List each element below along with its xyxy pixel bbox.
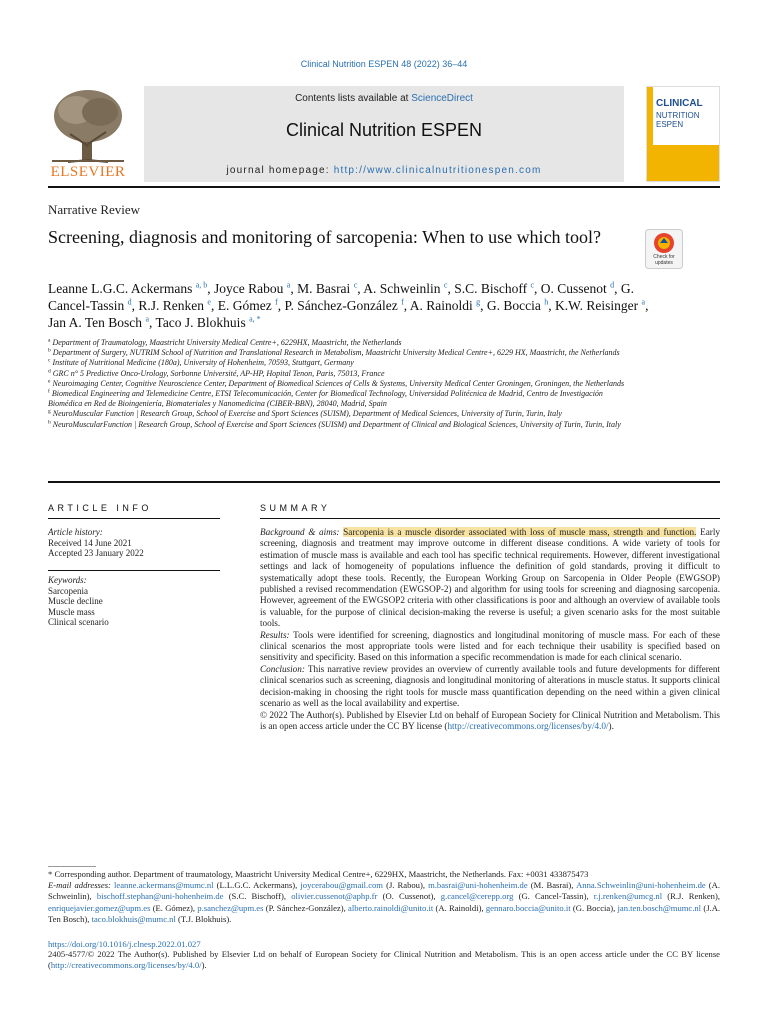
- email-owner: (S.C. Bischoff): [228, 891, 284, 902]
- author-separator: ,: [131, 298, 139, 313]
- affiliation-text: Institute of Nutritional Medicine (180a), University of Hohenheim, 70593, Stuttgart, Germany: [52, 358, 354, 368]
- email-owner: (O. Cussenot): [382, 891, 434, 902]
- history-rule: [48, 570, 220, 571]
- contents-prefix: Contents lists available at: [295, 93, 412, 104]
- footnote-rule: [48, 866, 96, 867]
- affiliation-text: Biomedical Engineering and Telemedicine Centre, ETSI Telecomunicación, Center for Biomedical Technology, Universidad Politécnica de Madrid, Centro de Investigación Biomédica en Red de Bioingeniería, Biomateriales y Nanomedicina (CIBER-BBN), 28040, Madrid, Spain: [48, 389, 603, 409]
- background-label: Background & aims:: [260, 527, 340, 537]
- summary-heading: SUMMARY: [260, 503, 331, 513]
- author-affiliation-marker[interactable]: c: [530, 280, 535, 290]
- affiliation: [48, 369, 638, 379]
- email-owner: (L.L.G.C. Ackermans): [216, 880, 296, 891]
- keyword: Sarcopenia: [48, 585, 88, 596]
- corresponding-footnote: [48, 869, 720, 925]
- email-link[interactable]: olivier.cussenot@aphp.fr: [291, 891, 378, 902]
- conclusion-label: Conclusion:: [260, 663, 305, 674]
- affiliation-text: NeuroMuscular Function | Research Group, School of Exercise and Sport Sciences (SUISM), Department of Medical Sciences, University of Turin, Turin, Italy: [52, 409, 562, 419]
- email-owner: (A. Schweinlin): [48, 880, 721, 902]
- affiliation-key: e: [48, 378, 51, 385]
- author-separator: ,: [277, 298, 285, 313]
- email-link[interactable]: leanne.ackermans@mumc.nl: [114, 880, 214, 891]
- author-affiliation-marker[interactable]: g: [476, 297, 481, 307]
- header-rule: [48, 186, 720, 188]
- author-separator: ,: [548, 298, 555, 313]
- email-owner: (J.A. Ten Bosch): [48, 902, 721, 924]
- affiliation-key: g: [48, 408, 51, 415]
- summary-license: [260, 710, 720, 733]
- author-affiliation-marker[interactable]: d: [610, 280, 615, 290]
- affiliation-text: GRC n° 5 Predictive Onco-Urology, Sorbonne Université, AP-HP, Hopital Tenon, Paris, 75013, France: [52, 368, 385, 378]
- email-owner: (J. Rabou): [386, 880, 423, 891]
- author-name[interactable]: Taco J. Blokhuis: [155, 315, 246, 330]
- author-separator: ,: [403, 298, 410, 313]
- author-separator: ,: [357, 281, 364, 296]
- front-matter-rule: [48, 481, 720, 483]
- affiliation: [48, 338, 638, 348]
- affiliation-list: [48, 338, 638, 430]
- sciencedirect-link[interactable]: ScienceDirect: [411, 93, 473, 104]
- author-affiliation-marker[interactable]: c: [353, 280, 358, 290]
- journal-banner: [144, 86, 624, 182]
- summary-results: [260, 630, 720, 664]
- copyright-notice: [48, 949, 720, 971]
- author-name[interactable]: Leanne L.G.C. Ackermans: [48, 281, 193, 296]
- email-link[interactable]: enriquejavier.gomez@upm.es: [48, 902, 151, 913]
- journal-cover-thumbnail[interactable]: [646, 86, 720, 182]
- email-link[interactable]: gennaro.boccia@unito.it: [485, 902, 571, 913]
- author-list: [48, 280, 668, 331]
- results-text: Tools were identified for screening, diagnostics and longitudinal monitoring of muscle mass. For each of these clinical scenarios the most appropriate tools were listed and for each technique their usability is specified based on sensitivity and specificity. Based on this information a specific recommendation is made for each clinical scenario.: [260, 629, 720, 663]
- affiliation-key: a: [48, 337, 51, 344]
- email-owner: (G. Cancel-Tassin): [518, 891, 587, 902]
- affiliation: [48, 420, 638, 430]
- author-affiliation-marker[interactable]: a, b: [195, 280, 208, 290]
- affiliation-key: c: [48, 357, 51, 364]
- homepage-link[interactable]: http://www.clinicalnutritionespen.com: [333, 165, 542, 176]
- affiliation: [48, 389, 638, 409]
- author-affiliation-marker[interactable]: h: [544, 297, 549, 307]
- conclusion-text: This narrative review provides an overview of currently available tools and future developments for different clinical scenarios such as screening, diagnosis and longitudinal monitoring of alterations in muscle status. It supports clinical decision-making in choosing the right tools for muscle mass quantification depending on the need within a given clinical scenario as well as the local availability and expertise.: [260, 663, 720, 709]
- email-link[interactable]: bischoff.stephan@uni-hohenheim.de: [96, 891, 224, 902]
- author-separator: ,: [149, 315, 156, 330]
- author-name[interactable]: K.W. Reisinger: [555, 298, 639, 313]
- summary-conclusion: [260, 664, 720, 710]
- background-text: Early screening, diagnosis and treatment may improve outcome in different disease conditions. A wide variety of tools for estimation of muscle mass is available and each tool has specific technical requirements. However, different investigational settings and lack of homogeneity of populations influence the definition of gold standards, proving it difficult to systematically adopt these tools. Recently, the European Working Group on Sarcopenia in Older People (EWGSOP) published a revised recommendation (EWGSOP-2) and algorithm for using tools for screening and diagnosing sarcopenia. However, agreement of the EWGSOP2 criteria with other classifications is poor and although an overview of available tools is valuable, for the purpose of clinical decision-making the reverse is useful; a given scenario asks for the most suitable tools.: [260, 527, 720, 629]
- author-affiliation-marker[interactable]: a: [286, 280, 291, 290]
- history-label: Article history:: [48, 527, 103, 537]
- author-name[interactable]: R.J. Renken: [138, 298, 205, 313]
- email-link[interactable]: m.basrai@uni-hohenheim.de: [428, 880, 528, 891]
- author-affiliation-marker[interactable]: e: [207, 297, 211, 307]
- summary-rule: [260, 518, 720, 519]
- homepage-prefix: journal homepage:: [226, 165, 334, 176]
- affiliation-text: Department of Traumatology, Maastricht University Medical Centre+, 6229HX, Maastricht, the Netherlands: [52, 338, 402, 347]
- article-info-heading: ARTICLE INFO: [48, 503, 152, 513]
- email-addresses: E-mail addresses: leanne.ackermans@mumc.nl (L.L.G.C. Ackermans), joycerabou@gmail.com (J. Rabou), m.basrai@uni-hohenheim.de (M. Basrai), Anna.Schweinlin@uni-hohenheim.de (A. Schweinlin), bischoff.stephan@uni-hohenheim.de (S.C. Bischoff), olivier.cussenot@aphp.fr (O. Cussenot), g.cancel@cerepp.org (G. Cancel-Tassin), r.j.renken@umcg.nl (R.J. Renken), enriquejavier.gomez@upm.es (E. Gómez), p.sanchez@upm.es (P. Sánchez-González), alberto.rainoldi@unito.it (A. Rainoldi), gennaro.boccia@unito.it (G. Boccia), jan.ten.bosch@mumc.nl (J.A. Ten Bosch), taco.blokhuis@mumc.nl (T.J. Blokhuis).: [48, 880, 721, 924]
- email-owner: (M. Basrai): [530, 880, 572, 891]
- affiliation-text: Neuroimaging Center, Cognitive Neuroscience Center, Department of Biomedical Sciences of Cells & Systems, University Medical Center Groningen, Groningen, the Netherlands: [52, 378, 625, 388]
- author-separator: ,: [447, 281, 455, 296]
- author-separator: ,: [534, 281, 541, 296]
- cover-band: [653, 145, 720, 181]
- affiliation: [48, 409, 638, 419]
- article-type: Narrative Review: [48, 202, 141, 217]
- keyword: Clinical scenario: [48, 617, 109, 627]
- accepted-date: Accepted 23 January 2022: [48, 548, 144, 558]
- affiliation-key: h: [48, 418, 51, 425]
- running-head[interactable]: Clinical Nutrition ESPEN 48 (2022) 36–44: [300, 59, 468, 69]
- author-affiliation-marker[interactable]: a, *: [249, 314, 261, 324]
- contents-lists: [144, 93, 624, 104]
- received-date: Received 14 June 2021: [48, 537, 132, 548]
- author-separator: ,: [290, 281, 298, 296]
- email-link[interactable]: taco.blokhuis@mumc.nl: [91, 913, 176, 924]
- author-name[interactable]: E. Gómez: [217, 298, 272, 313]
- author-name[interactable]: G. Cancel-Tassin: [48, 281, 635, 313]
- author-separator: ,: [480, 298, 487, 313]
- email-link[interactable]: p.sanchez@upm.es: [197, 902, 264, 913]
- summary-text: [260, 527, 720, 732]
- email-link[interactable]: alberto.rainoldi@unito.it: [348, 902, 434, 913]
- email-owner: (T.J. Blokhuis).: [178, 913, 232, 924]
- keywords-label: Keywords:: [48, 575, 87, 585]
- license-text: © 2022 The Author(s). Published by Elsevier Ltd on behalf of European Society for Clinical Nutrition and Metabolism. This is an open access article under the CC BY license (: [260, 709, 720, 731]
- cover-title-2-text: NUTRITION: [656, 111, 700, 120]
- keyword: Muscle mass: [48, 606, 95, 617]
- check-for-updates-label: Check for updates: [653, 254, 675, 266]
- email-owner: (E. Gómez): [152, 902, 193, 913]
- email-link[interactable]: joycerabou@gmail.com: [300, 880, 383, 891]
- elsevier-wordmark: ELSEVIER: [50, 164, 126, 180]
- copyright-text: 2405-4577/© 2022 The Author(s). Published by Elsevier Ltd on behalf of European Society for Clinical Nutrition and Metabolism. This is an open access article under the CC BY license (: [48, 949, 720, 971]
- affiliation: [48, 348, 638, 358]
- email-link[interactable]: r.j.renken@umcg.nl: [593, 891, 663, 902]
- license-link[interactable]: http://creativecommons.org/licenses/by/4.0/: [447, 720, 609, 731]
- summary-background: [260, 527, 720, 630]
- article-history: [48, 527, 220, 559]
- author-affiliation-marker[interactable]: d: [127, 297, 132, 307]
- author-name[interactable]: P. Sánchez-González: [284, 298, 398, 313]
- email-owner: (R.J. Renken): [667, 891, 718, 902]
- corresponding-author: * Corresponding author. Department of traumatology, Maastricht University Medical Centre+, 6229HX, Maastricht, the Netherlands. Fax: +0031 433875473: [48, 869, 589, 879]
- affiliation-text: NeuroMuscularFunction | Research Group, School of Exercise and Sport Sciences (SUISM) and Department of Clinical and Biological Sciences, University of Turin, Turin, Italy: [52, 419, 621, 429]
- author-name[interactable]: A. Rainoldi: [409, 298, 473, 313]
- journal-masthead: [48, 86, 720, 182]
- author-affiliation-marker[interactable]: a: [145, 314, 149, 324]
- article-info-rule: [48, 518, 220, 519]
- affiliation-key: f: [48, 388, 50, 395]
- author-affiliation-marker[interactable]: f: [275, 297, 278, 307]
- email-owner: (P. Sánchez-González): [265, 902, 344, 913]
- affiliation: [48, 358, 638, 368]
- author-separator: ,: [210, 298, 218, 313]
- email-owner: (G. Boccia): [572, 902, 614, 913]
- affiliation-key: b: [48, 347, 51, 354]
- keyword: Muscle decline: [48, 596, 103, 606]
- doi-link[interactable]: https://doi.org/10.1016/j.clnesp.2022.01.027: [48, 939, 201, 949]
- highlighted-sentence: Sarcopenia is a muscle disorder associated with loss of muscle mass, strength and function.: [343, 527, 697, 537]
- email-label: E-mail addresses:: [48, 880, 111, 891]
- author-affiliation-marker[interactable]: c: [443, 280, 448, 290]
- article-title: Screening, diagnosis and monitoring of sarcopenia: When to use which tool?: [48, 227, 602, 247]
- author-separator: ,: [614, 281, 621, 296]
- license-end: ).: [608, 720, 614, 731]
- author-name[interactable]: M. Basrai: [297, 281, 351, 296]
- keywords-block: [48, 575, 220, 628]
- affiliation: [48, 379, 638, 389]
- affiliation-key: d: [48, 367, 51, 374]
- author-separator: ,: [645, 298, 649, 313]
- email-link[interactable]: Anna.Schweinlin@uni-hohenheim.de: [576, 880, 706, 891]
- copyright-license-link[interactable]: http://creativecommons.org/licenses/by/4.0/: [50, 960, 202, 971]
- author-affiliation-marker[interactable]: f: [401, 297, 404, 307]
- email-owner: (A. Rainoldi): [435, 902, 482, 913]
- results-label: Results:: [260, 629, 290, 640]
- author-name[interactable]: S.C. Bischoff: [454, 281, 528, 296]
- author-name[interactable]: Jan A. Ten Bosch: [48, 315, 143, 330]
- author-name[interactable]: Joyce Rabou: [214, 281, 284, 296]
- affiliation-text: Department of Surgery, NUTRIM School of Nutrition and Translational Research in Metabolism, Maastricht University Medical Centre+, 6229 HX, Maastricht, the Netherlands: [52, 348, 620, 358]
- journal-title: Clinical Nutrition ESPEN: [285, 120, 483, 140]
- email-link[interactable]: jan.ten.bosch@mumc.nl: [617, 902, 702, 913]
- cover-title-2: [656, 111, 700, 129]
- author-name[interactable]: O. Cussenot: [540, 281, 607, 296]
- email-link[interactable]: g.cancel@cerepp.org: [440, 891, 514, 902]
- cover-title-3-text: ESPEN: [656, 120, 684, 129]
- author-name[interactable]: G. Boccia: [486, 298, 541, 313]
- cover-title-1: CLINICAL: [656, 98, 703, 109]
- author-name[interactable]: A. Schweinlin: [363, 281, 441, 296]
- journal-homepage: [144, 165, 624, 176]
- copyright-end: ).: [201, 960, 207, 971]
- author-affiliation-marker[interactable]: a: [641, 297, 646, 307]
- author-separator: ,: [207, 281, 215, 296]
